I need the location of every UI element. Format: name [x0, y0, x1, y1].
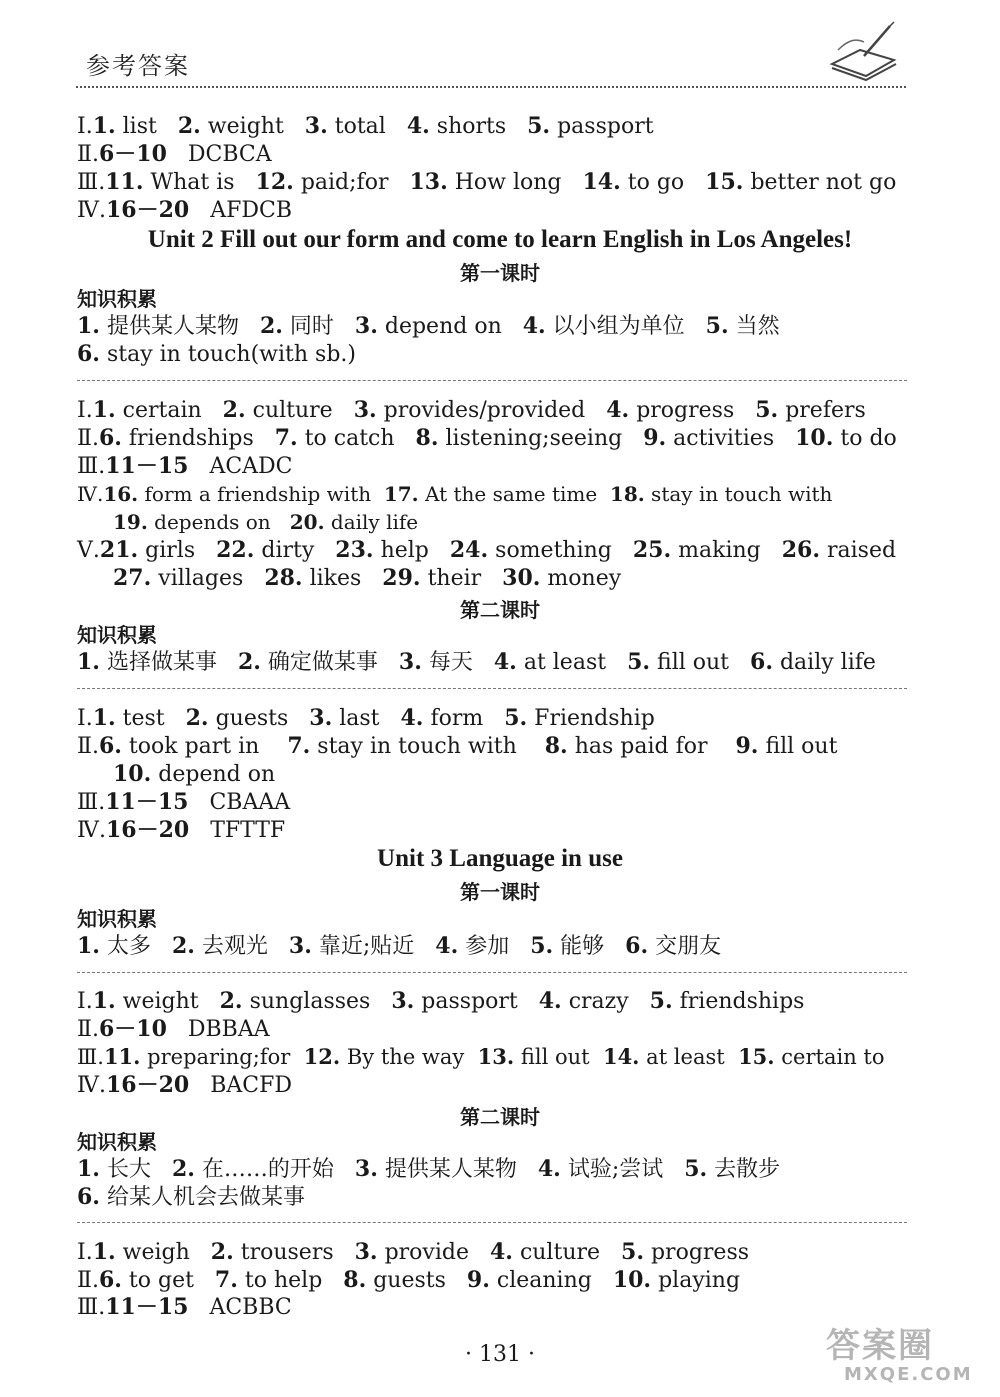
- answer-row: Ⅰ.1. certain 2. culture 3. provides/provided 4. progress 5. prefers: [77, 397, 866, 423]
- watermark-text: 答案圈: [826, 1326, 934, 1366]
- header-rule: [76, 86, 906, 88]
- answer-row: Ⅳ.16－20 BACFD: [77, 1072, 292, 1098]
- section-divider: [77, 972, 907, 973]
- unit-title: Unit 2 Fill out our form and come to learn English in Los Angeles!: [147, 226, 853, 253]
- section-label: 知识积累: [77, 287, 157, 311]
- section-label: 知识积累: [77, 907, 157, 931]
- answer-row: Ⅰ.1. weigh 2. trousers 3. provide 4. culture 5. progress: [77, 1239, 750, 1265]
- answer-row: Ⅱ.6－10 DBBAA: [77, 1016, 270, 1042]
- lesson-heading: 第一课时: [460, 261, 540, 285]
- answer-row: Ⅲ.11－15 ACBBC: [77, 1294, 292, 1320]
- answer-row: Ⅰ.1. test 2. guests 3. last 4. form 5. Friendship: [77, 705, 655, 731]
- book-pen-icon: [824, 20, 904, 82]
- section-label: 知识积累: [77, 1130, 157, 1154]
- answer-row: 1. 提供某人某物 2. 同时 3. depend on 4. 以小组为单位 5. 当然: [77, 313, 780, 339]
- answer-row: Ⅲ.11. What is 12. paid;for 13. How long 14. to go 15. better not go: [77, 169, 897, 195]
- answer-row: 27. villages 28. likes 29. their 30. money: [113, 565, 622, 591]
- answer-row: Ⅰ.1. list 2. weight 3. total 4. shorts 5. passport: [77, 113, 654, 139]
- answer-row: Ⅱ.6. to get 7. to help 8. guests 9. cleaning 10. playing: [77, 1267, 741, 1293]
- section-divider: [77, 688, 907, 689]
- answer-row: Ⅱ.6－10 DCBCA: [77, 141, 272, 167]
- lesson-heading: 第一课时: [460, 880, 540, 904]
- answer-row: 6. 给某人机会去做某事: [77, 1184, 305, 1210]
- watermark-logo: [826, 1318, 976, 1390]
- answer-row: 10. depend on: [113, 761, 276, 787]
- answer-row: Ⅳ.16－20 AFDCB: [77, 197, 292, 223]
- section-label: 知识积累: [77, 623, 157, 647]
- page-header: [76, 38, 906, 93]
- header-title: 参考答案: [86, 52, 190, 80]
- answer-row: Ⅲ.11－15 ACADC: [77, 453, 293, 479]
- watermark-url: MXQE.COM: [844, 1364, 973, 1385]
- section-divider: [77, 380, 907, 381]
- answer-row: Ⅰ.1. weight 2. sunglasses 3. passport 4. crazy 5. friendships: [77, 988, 805, 1014]
- page-number: · 131 ·: [465, 1342, 535, 1367]
- answer-row: Ⅲ.11－15 CBAAA: [77, 789, 291, 815]
- answer-row: 1. 长大 2. 在……的开始 3. 提供某人某物 4. 试验;尝试 5. 去散步: [77, 1156, 781, 1182]
- answer-row: 19. depends on 20. daily life: [113, 510, 419, 534]
- answer-row: Ⅳ.16－20 TFTTF: [77, 817, 286, 843]
- lesson-heading: 第二课时: [460, 1105, 540, 1129]
- answer-row: Ⅳ.16. form a friendship with 17. At the same time 18. stay in touch with: [77, 482, 833, 506]
- answer-row: Ⅱ.6. friendships 7. to catch 8. listening;seeing 9. activities 10. to do: [77, 425, 897, 451]
- answer-row: Ⅲ.11. preparing;for 12. By the way 13. fill out 14. at least 15. certain to: [77, 1044, 885, 1069]
- answer-row: 6. stay in touch(with sb.): [77, 341, 356, 367]
- answer-row: Ⅱ.6. took part in 7. stay in touch with 8. has paid for 9. fill out: [77, 733, 838, 759]
- section-divider: [77, 1222, 907, 1223]
- answer-row: Ⅴ.21. girls 22. dirty 23. help 24. something 25. making 26. raised: [77, 537, 897, 563]
- answer-row: 1. 选择做某事 2. 确定做某事 3. 每天 4. at least 5. fill out 6. daily life: [77, 649, 876, 675]
- unit-title: Unit 3 Language in use: [377, 845, 623, 872]
- lesson-heading: 第二课时: [460, 598, 540, 622]
- answer-row: 1. 太多 2. 去观光 3. 靠近;贴近 4. 参加 5. 能够 6. 交朋友: [77, 933, 722, 959]
